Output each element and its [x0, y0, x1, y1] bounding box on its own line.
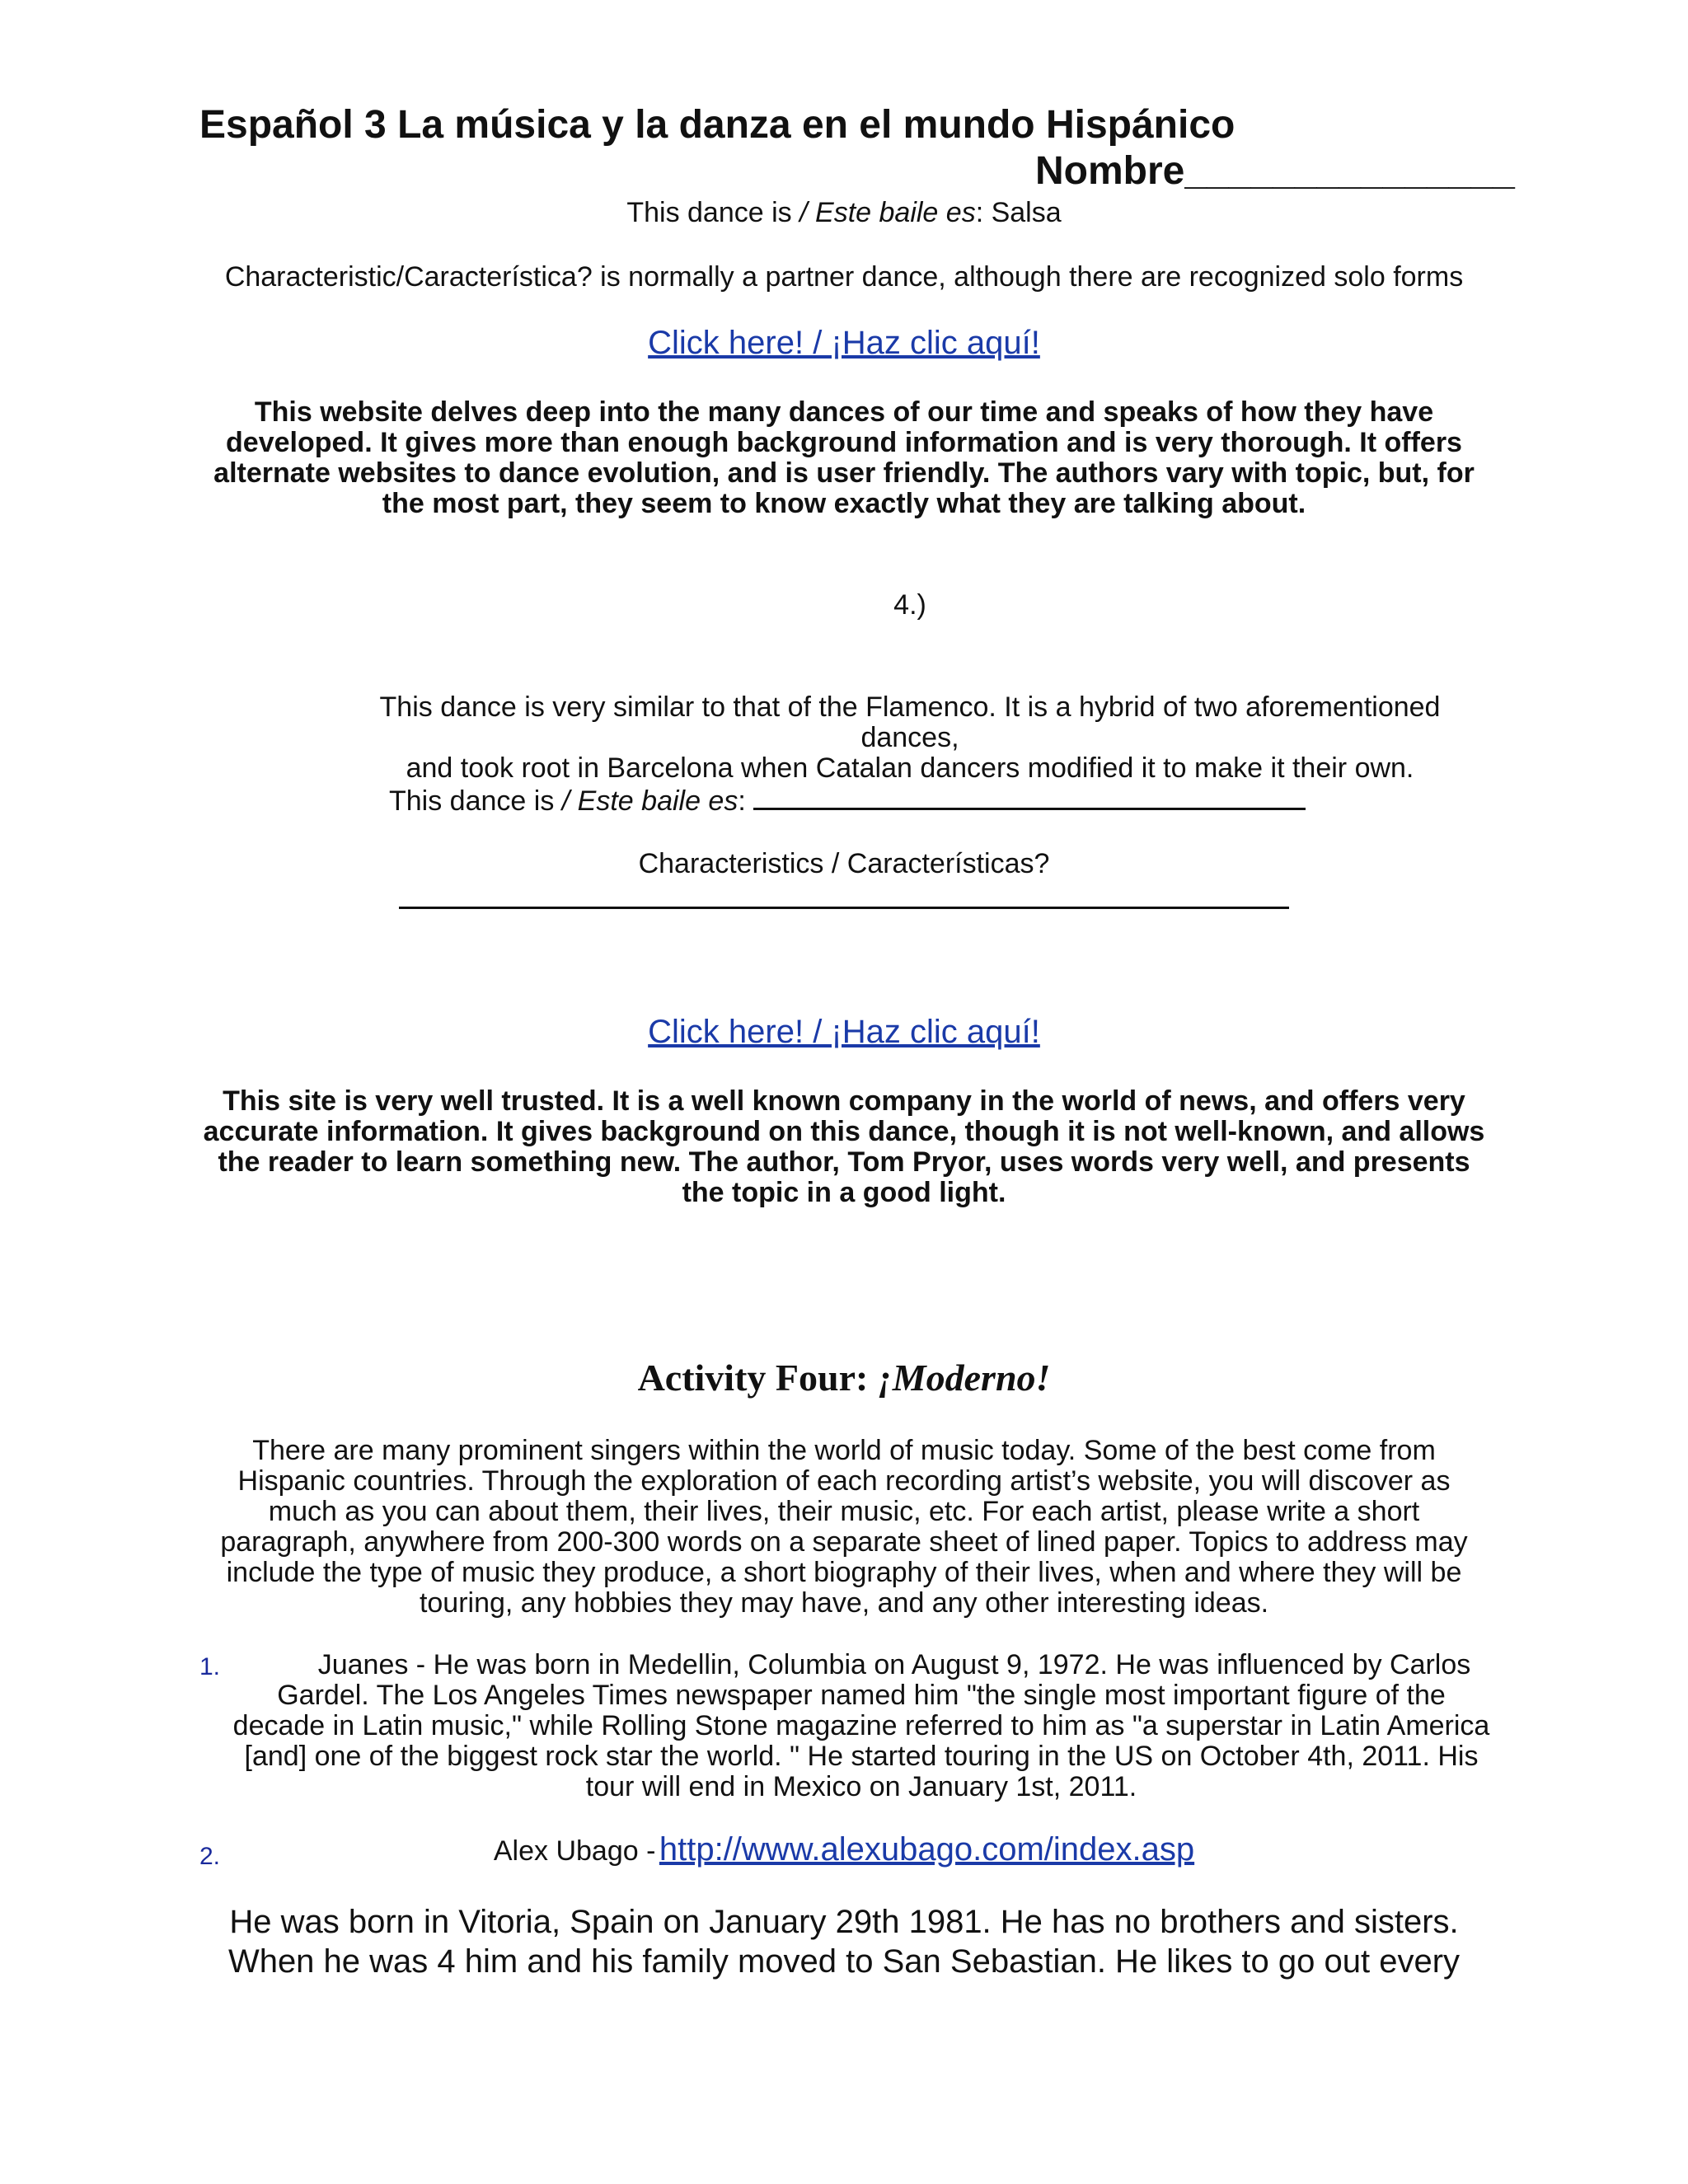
dance-colon: : [738, 785, 746, 817]
dance-description [330, 692, 1490, 784]
artist-bio-line-1: He was born in Vitoria, Spain on January 29th 1981. He has no brothers and sisters. [229, 1904, 1459, 1940]
list-item-alex-ubago [0, 1831, 1688, 1868]
dance-answer-line [0, 198, 1688, 228]
activity-heading-text: Activity Four: [637, 1357, 869, 1399]
dance-description-line-1: This dance is very similar to that of the Flamenco. It is a hybrid of two aforementioned dances, [379, 691, 1441, 753]
activity-intro: There are many prominent singers within the world of music today. Some of the best come from Hispanic countries. Through the exploration of each recording artist’s website, you will discover as much as you can about them, their lives, their music, etc. For each artist, please write a short paragraph, anywhere from 200-300 words on a separate sheet of lined paper. Topics to address may include the type of music they produce, a short biography of their lives, when and where they will be touring, any hobbies they may have, and any other interesting ideas. [220, 1435, 1468, 1619]
characteristics-label: Characteristics / Características? [638, 848, 1050, 879]
click-here-link[interactable]: Click here! / ¡Haz clic aquí! [648, 1014, 1040, 1050]
list-number: 2. [199, 1843, 221, 1870]
page-title: Español 3 La música y la danza en el mundo Hispánico [199, 103, 1236, 147]
dance-answer-blank[interactable] [753, 808, 1306, 810]
activity-heading-italic: ¡Moderno! [877, 1357, 1051, 1399]
list-number: 1. [199, 1653, 221, 1680]
dance-blank-line [389, 786, 1306, 817]
nombre-label: Nombre [1035, 149, 1185, 193]
dance-description-line-2: and took root in Barcelona when Catalan dancers modified it to make it their own. [406, 752, 1414, 784]
website-review: This site is very well trusted. It is a well known company in the world of news, and offers very accurate information. It gives background on this dance, though it is not well-known, and allows the reader to learn something new. The author, Tom Pryor, uses words very well, and presents the topic in a good light. [203, 1085, 1485, 1208]
dance-prompt-es: / Este baile es [561, 785, 738, 817]
artist-website-link[interactable]: http://www.alexubago.com/index.asp [659, 1831, 1195, 1868]
dance-prompt-en: This dance is [626, 197, 792, 228]
artist-bio [0, 1902, 1688, 1981]
activity-heading [0, 1356, 1688, 1399]
list-item-juanes: Juanes - He was born in Medellin, Columbia on August 9, 1972. He was influenced by Carlos Gardel. The Los Angeles Times newspaper named him "the single most important figure of the decade in Latin music," while Rolling Stone magazine referred to him as "a superstar in Latin America [and] one of the biggest rock star the world. " He started touring in the US on October 4th, 2011. His tour will end in Mexico on January 1st, 2011. [232, 1649, 1490, 1802]
dance-answer: : Salsa [975, 197, 1062, 228]
artist-bio-line-2: When he was 4 him and his family moved to San Sebastian. He likes to go out every [227, 1943, 1461, 1980]
dance-prompt-en: This dance is [389, 785, 555, 817]
characteristics-blank[interactable] [399, 907, 1289, 909]
click-here-link[interactable]: Click here! / ¡Haz clic aquí! [648, 325, 1040, 361]
nombre-blank: _______________ [1184, 149, 1515, 193]
dance-characteristic: Characteristic/Característica? is normally a partner dance, although there are recognized solo forms [224, 261, 1464, 293]
website-review: This website delves deep into the many dances of our time and speaks of how they have developed. It gives more than enough background information and is very thorough. It offers alternate websites to dance evolution, and is user friendly. The authors vary with topic, but, for the most part, they seem to know exactly what they are talking about. [213, 396, 1475, 519]
name-field-label [1035, 148, 1515, 194]
question-number: 4.) [893, 589, 926, 621]
dance-prompt-es: / Este baile es [799, 197, 976, 228]
artist-name: Alex Ubago - [493, 1835, 656, 1867]
